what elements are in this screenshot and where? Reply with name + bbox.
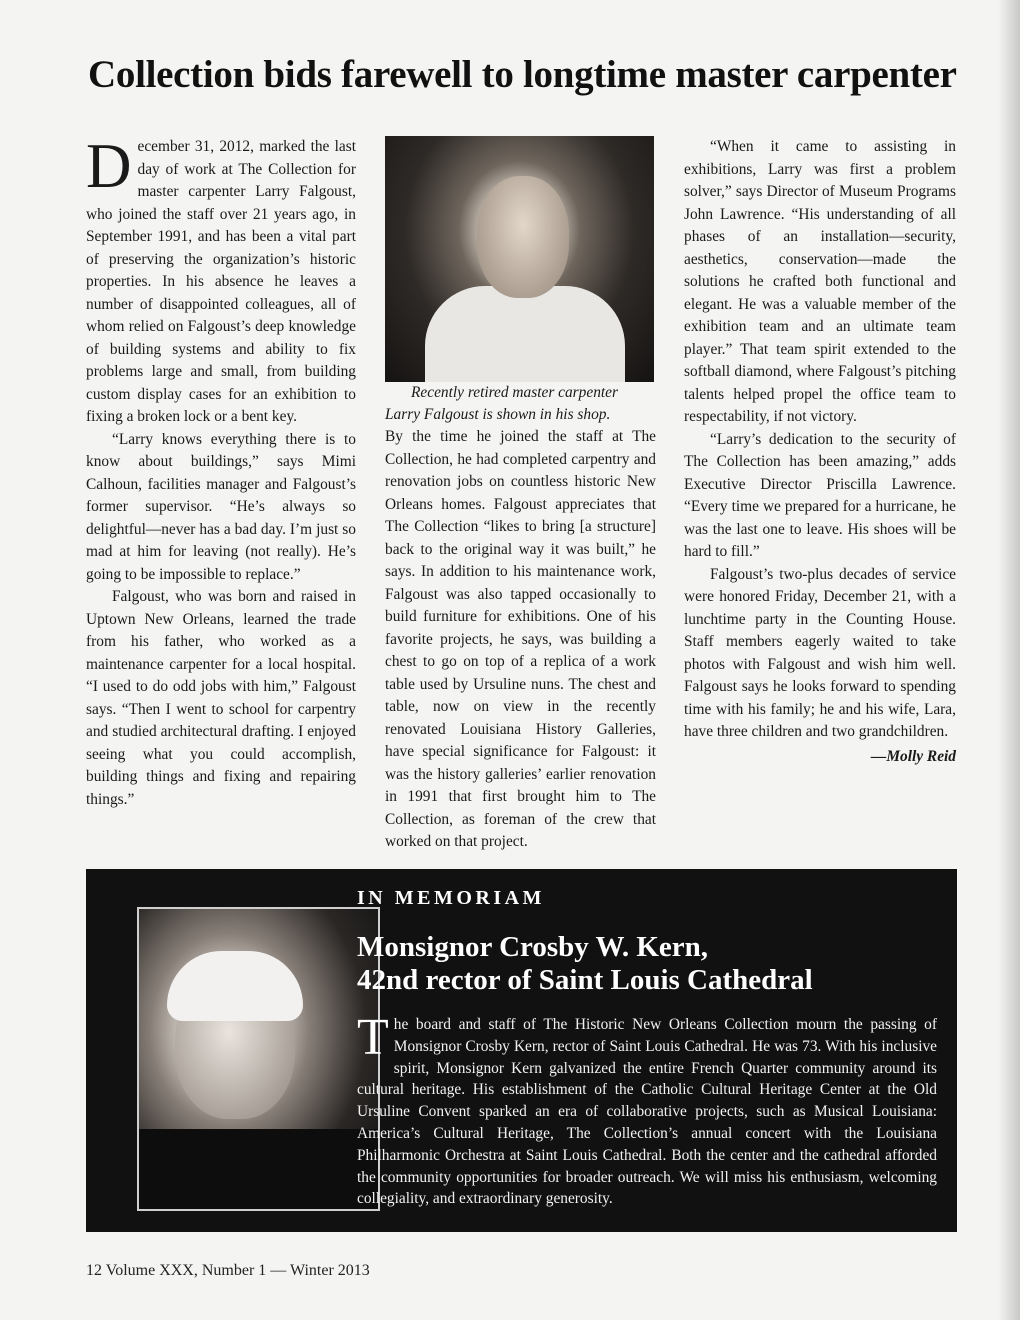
article-paragraph: “When it came to assisting in exhibitions, Larry was first a problem solver,” says Director of Museum Programs John Lawrence. “His understanding of all phases of an installation—security, aesthetics, conservation—made the solutions he crafted both functional and elegant. He was a valuable member of the exhibition team and an ultimate team player.” That team spirit extended to the softball diamond, where Falgoust’s pitching talents helped propel the office team to respectability, if not victory. — [684, 138, 956, 425]
page-footer: 12 Volume XXX, Number 1 — Winter 2013 — [86, 1262, 370, 1279]
article-column-3 — [684, 136, 956, 768]
memoriam-body — [357, 1009, 937, 1210]
byline: —Molly Reid — [870, 747, 956, 765]
photo-shirt — [425, 286, 625, 382]
article-column-1 — [86, 131, 356, 811]
article-paragraph — [86, 131, 356, 429]
article-column-2 — [385, 136, 656, 854]
article-paragraph-text: ecember 31, 2012, marked the last day of work at The Collection for master carpenter Larry Falgoust, who joined the staff over 21 years ago, in September 1991, and has been a vital part of preserving the organization’s historic properties. In his absence he leaves a number of disappointed colleagues, all of whom relied on Falgoust’s deep knowledge of building systems and ability to fix problems large and small, from building custom display cases for an exhibition to fixing a broken lock or a bent key. — [86, 138, 356, 425]
drop-cap: D — [86, 131, 132, 201]
carpenter-photo — [385, 136, 654, 382]
memoriam-title-line-2: 42nd rector of Saint Louis Cathedral — [357, 964, 813, 996]
page-edge-shadow — [998, 0, 1020, 1320]
memoriam-title — [357, 931, 813, 997]
memoriam-body-text: he board and staff of The Historic New Orleans Collection mourn the passing of Monsignor Crosby Kern, rector of Saint Louis Cathedral. He was 73. With his inclusive spirit, Monsignor Kern galvanized the entire French Quarter community around its cultural heritage. His establishment of the Catholic Cultural Heritage Center at the Old Ursuline Convent sparked an era of collaborative projects, such as Musical Louisiana: America’s Cultural Heritage, The Collection’s annual concert with the Louisiana Philharmonic Orchestra at Saint Louis Cathedral. Both the center and the cathedral afforded the community opportunities for broader outreach. We will miss his enthusiasm, welcoming collegiality, and extraordinary generosity. — [357, 1016, 937, 1208]
photo-caption: Recently retired master carpenter Larry Falgoust is shown in his shop. — [385, 384, 618, 423]
memoriam-box — [86, 869, 957, 1232]
photo-hair — [167, 951, 303, 1021]
memoriam-title-line-1: Monsignor Crosby W. Kern, — [357, 931, 709, 963]
article-paragraph: Falgoust’s two-plus decades of service were honored Friday, December 21, with a lunchtime party in the Counting House. Staff members eagerly waited to take photos with Falgoust and wish him well. Falgoust says he looks forward to spending time with his family; he and his wife, Lara, have three children and two grandchildren. — [684, 565, 956, 740]
article-paragraph: “Larry’s dedication to the security of The Collection has been amazing,” adds Executive Director Priscilla Lawrence. “Every time we prepared for a hurricane, he was the last one to leave. His shoes will be hard to fill.” — [684, 430, 956, 560]
photo-cassock — [139, 1129, 378, 1211]
headline: Collection bids farewell to longtime master carpenter — [88, 53, 957, 96]
article-paragraph: “Larry knows everything there is to know about buildings,” says Mimi Calhoun, facilities manager and Falgoust’s former supervisor. “He’s always so delightful—never has a bad day. I’m just so mad at him for leaving (not really). He’s going to be impossible to replace.” — [86, 430, 356, 583]
photo-face — [477, 176, 569, 298]
memoriam-kicker: IN MEMORIAM — [357, 887, 545, 909]
monsignor-photo — [137, 907, 380, 1211]
article-paragraph: Falgoust, who was born and raised in Uptown New Orleans, learned the trade from his father, who worked as a maintenance carpenter for a local hospital. “I used to do odd jobs with him,” Falgoust says. “Then I went to school for carpentry and studied architectural drafting. I enjoyed seeing what you could accomplish, building things and fixing and repairing things.” — [86, 588, 356, 808]
article-paragraph: By the time he joined the staff at The Collection, he had completed carpentry and renovation jobs on countless historic New Orleans homes. Falgoust appreciates that The Collection “likes to bring [a structure] back to the original way it was built,” he says. In addition to his maintenance work, Falgoust was also tapped occasionally to build furniture for exhibitions. One of his favorite projects, he says, was building a chest to go on top of a replica of a work table used by Ursuline nuns. The chest and table, now on view in the recently renovated Louisiana History Galleries, have special significance for Falgoust: it was the history galleries’ earlier renovation in 1991 that first brought him to The Collection, as foreman of the crew that worked on that project. — [385, 428, 656, 850]
drop-cap: T — [357, 1009, 389, 1066]
